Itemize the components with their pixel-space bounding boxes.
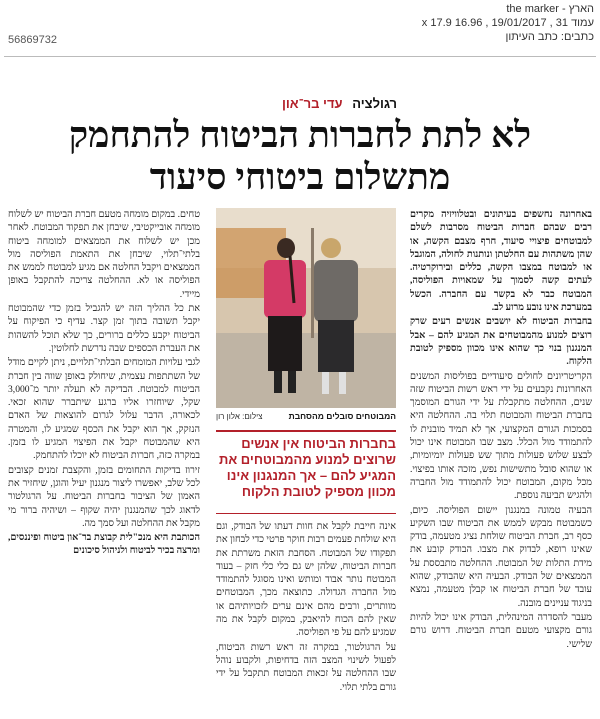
header-divider (4, 56, 596, 57)
paragraph: טחים. במקום מומחה מטעם חברת הביטוח יש לשלוח מומחה אובייקטיבי, שיבחן את תפקוד המבוטח. לאחר מכן יש לשלוח את הממצאים למומחה ביטוח בלתי־תלוי, שיבחן את התאמת הפוליסה מול הממצאים ויקבל החלטה אם מגיע למבוטח לממש את הפוליסה או לא. ההחלטה צריכה להתקבל באופן מיידי. (8, 209, 200, 300)
author-name: עדי בר־און (281, 96, 343, 111)
headline-line-2: מתשלום ביטוחי סיעוד (149, 157, 451, 197)
paragraph: הקריטריונים לחולים סיעודיים בפוליסות המשנים האחרונות נקבעים על ידי ראש רשות הביטוח שזה שנים, ההחלטה מתקבלת על ידי הגורם המוסמך בחברת הביטוח והמבוטח תלוי בה. ההחלטה היא בסמכות הגורם המקצועי, אך לא תמיד מובנית לו להתמודד מול הכלל. מצב שבו המבוטח אינו יכול לבצע שלוש פעולות מתוך שש פעולות יומיומיות, או שהוא סובל מתשישות נפש, מזכה אותו בפיצוי. מכל מקום, המבוטח יכול להתמודד מול החברה ולהגיש תביעה נוספת. (410, 370, 592, 502)
clipping-id: 56869732 (8, 34, 57, 46)
article-body (8, 208, 592, 713)
pull-quote: בחברות הביטוח אין אנשים שרוצים למנוע מהמבוטחים את המגיע להם – אך המנגנון אינו מכוון מספיק לטובת הלקוח (216, 430, 396, 514)
column-middle-text (216, 520, 396, 713)
paragraph: את כל ההליך הזה יש להגביל בזמן כדי שהמבוטח יקבל תשובה בתוך זמן קצר. עדיף כי הפיקוח על הביטוח יקבע כללים ברורים, כך שלא תוכל להשהות את העברת הכספים שבה נדרשת לחלוטין. (8, 303, 200, 354)
paragraph: בחברות הביטוח לא יושבים אנשים רעים שרק רוצים למנוע מהמבוטחים את המגיע להם – אבל המנגנון בנוי כך שהוא אינו מכוון מספיק לטובת הלקוח. (410, 316, 592, 368)
column-left (8, 208, 200, 713)
paragraph: אינה חייבת לקבל את חוות דעתו של הבודק, וגם היא שולחת פעמים רבות חוקר פרטי כדי לבחון את תפקודו של המבוטח. הסחבת הזאת משרתת את חברות הביטוח, שלהן יש גם כלי כלי חזק – בעוד המבוטח נותר אבוד ומותש ואינו מסוגל להתמודד מול החברה הגדולה. כתוצאה מכך, המבוטחים מוותרים, ורבים מהם אינם ערים לזכויותיהם או שאין להם הכוח להיאבק, במקום לקבל את מה שמגיע להם על פי הפוליסה. (216, 521, 396, 639)
paragraph: מעבר להסדרה המינהלית, הבודק אינו יכול להיות גורם מקצועי מטעם חברת הביטוח. דרוש גורם שלישי. (410, 611, 592, 650)
author-footnote: הכותבת היא מנכ"לית קבוצת בר־און ביטוח ופיננסים, ומרצה בכיר לביטוח ולניהול סיכונים (8, 532, 200, 557)
paragraph: הבעיה טמונה במנגנון יישום הפוליסה. כיום, כשמבוטח מבקש לממש את הביטוח שבו השקיע כסף רב, חברת הביטוח שולחת נציג מטעמה, בודק שאינו רופא, לבדוק את מצבו. הבודק קובע את מידת התלות של המבוטח. ההחלטה מתבססת על הממצאים של הבודק. הבעיה היא שהבודק, שהוא עובד של חברת הביטוח או קבלן מטעמה, נמצא בניגוד עניינים מובנה. (410, 504, 592, 609)
headline (8, 114, 592, 198)
paragraph: לגבי עלויות המומחים הבלתי־תלויים, ניתן לקיים מודל של השתתפות עצמית, שיחולק באופן שווה בין חברת הביטוח למבוטח. הבדיקה לא תעלה יותר מ־3,000 שקל, שיוחזרו אליו ברגע שיתברר שהוא זכאי. לכאורה, הדבר עלול לגרום להוצאות של האדם הנזקק, אך הוא יקבל את הכסף שמגיע לו, והמטרה היא שהמבוטח יקבל את הפיצוי המגיע לו בזמן. במקרה כזה, חברות הביטוח לא יוכלו להתחמק. (8, 357, 200, 462)
article-photo (216, 208, 396, 408)
header-reporters: כתבים: כתב העיתון (505, 31, 594, 43)
section-label: רגולציה (352, 96, 397, 111)
paragraph: באחרונה נחשפים בעיתונים ובטלוויזיה מקרים רבים שבהם חברות הביטוח מסרבות לשלם למבוטחים פיצויי סיעוד, חרף מצבם הקשה, או שהן משתהות עם החלטתן ונותנות לחולה, המוגבל או למבוטח במצבו הקשה, כללים ובירוקרטיה. לעתים קשה לסמוך על שמאויות הפוליסה, המבוטח כבר לא בקשר עם החברה. הכשל במערכת אינו נובע מרוע לב. (410, 209, 592, 314)
column-middle (216, 208, 396, 713)
photo-caption-bar (216, 410, 396, 424)
paragraph: זירוז בדיקות התחומים בזמן, והקצבת זמנים קצובים לכל שלב, יאפשרו ליצור מנגנון יעיל והוגן, שיחזיר את האמון של הציבור בחברות הביטוח. על הרגולטור לדאוג לכך שהמנגנון יהיה שקוף – ושיהיה ברור מי מקבל את ההחלטה ועל סמך מה. (8, 464, 200, 529)
photo-credit: צילום: אלון רון (216, 412, 263, 421)
photo-caption: המבוטחים סובלים מהסחבת (288, 411, 396, 421)
header-source: הארץ - the marker (506, 3, 594, 15)
clipping-header (344, 2, 594, 44)
paragraph: על הרגולטור, במקרה זה ראש רשות הביטוח, לפעול לשינוי המצב הזה בדחיפות, ולקבוע נוהל שבו ההחלטה על זכאות המבוטח תתקבל על ידי גורם בלתי תלוי. (216, 641, 396, 693)
byline (282, 96, 397, 111)
column-right (410, 208, 592, 713)
article (8, 58, 592, 718)
headline-line-1: לא לתת לחברות הביטוח להתחמק (68, 115, 532, 155)
header-page-info: עמוד 31 , 19/01/2017 , 16.96 x 17.9 (421, 17, 594, 29)
